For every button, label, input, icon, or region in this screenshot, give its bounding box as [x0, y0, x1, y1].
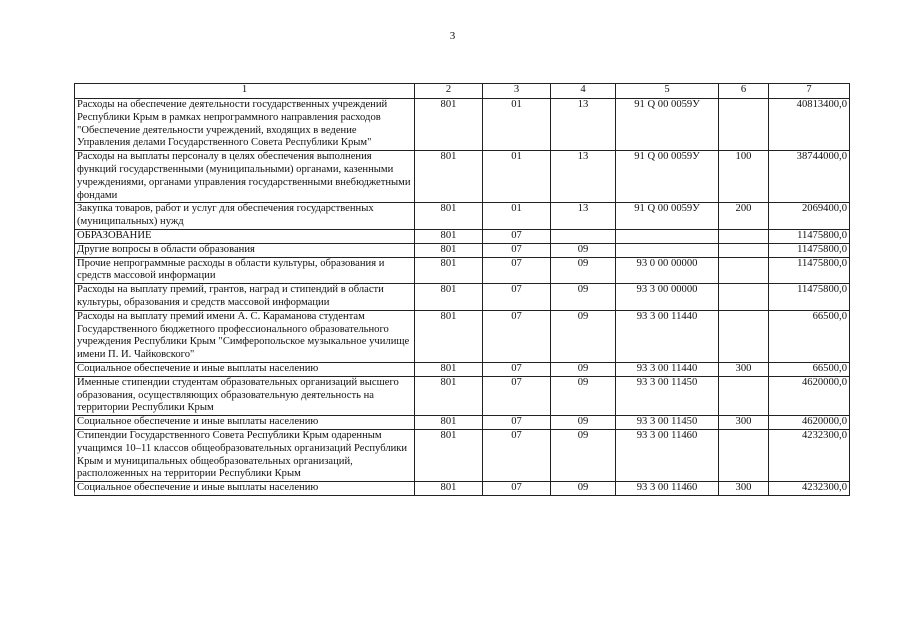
row-expense-type	[719, 376, 769, 415]
row-subsection: 13	[551, 203, 616, 230]
row-subsection: 09	[551, 482, 616, 496]
row-expense-type	[719, 257, 769, 284]
row-section: 01	[483, 203, 551, 230]
row-name: Именные стипендии студентам образовательных организаций высшего образования, осуществляющих образовательную деятельность на территории Республики Крым	[75, 376, 415, 415]
row-target-article: 93 3 00 11460	[616, 429, 719, 481]
row-target-article: 93 3 00 11460	[616, 482, 719, 496]
table-row	[75, 151, 850, 203]
row-amount: 11475800,0	[769, 229, 850, 243]
table-row	[75, 416, 850, 430]
row-amount: 38744000,0	[769, 151, 850, 203]
row-subsection: 09	[551, 376, 616, 415]
row-section: 07	[483, 429, 551, 481]
row-target-article	[616, 229, 719, 243]
table-body	[75, 99, 850, 496]
table-row	[75, 310, 850, 362]
row-name: Социальное обеспечение и иные выплаты населению	[75, 362, 415, 376]
row-name: Социальное обеспечение и иные выплаты населению	[75, 482, 415, 496]
row-target-article: 93 3 00 11440	[616, 310, 719, 362]
row-subsection: 09	[551, 429, 616, 481]
row-amount: 2069400,0	[769, 203, 850, 230]
column-header: 7	[769, 84, 850, 99]
table-row	[75, 229, 850, 243]
row-ministry-code: 801	[415, 151, 483, 203]
table-row	[75, 482, 850, 496]
row-name: Стипендии Государственного Совета Республики Крым одаренным учащимся 10–11 классов общеобразовательных организаций Республики Крым и муниципальных общеобразовательных организаций, расположенных на территории Республики Крым	[75, 429, 415, 481]
row-name: Расходы на выплаты персоналу в целях обеспечения выполнения функций государственными (муниципальными) органами, казенными учреждениями, органами управления государственными внебюджетными фондами	[75, 151, 415, 203]
column-header: 6	[719, 84, 769, 99]
row-ministry-code: 801	[415, 482, 483, 496]
row-expense-type	[719, 284, 769, 311]
row-expense-type	[719, 429, 769, 481]
row-name: Социальное обеспечение и иные выплаты населению	[75, 416, 415, 430]
row-subsection: 09	[551, 284, 616, 311]
row-target-article: 91 Q 00 0059У	[616, 203, 719, 230]
row-section: 07	[483, 416, 551, 430]
header-row	[75, 84, 850, 99]
row-section: 07	[483, 229, 551, 243]
row-amount: 66500,0	[769, 362, 850, 376]
row-target-article: 93 3 00 11450	[616, 376, 719, 415]
row-ministry-code: 801	[415, 257, 483, 284]
row-subsection: 09	[551, 310, 616, 362]
row-section: 07	[483, 376, 551, 415]
column-header: 5	[616, 84, 719, 99]
row-target-article: 91 Q 00 0059У	[616, 151, 719, 203]
row-expense-type: 300	[719, 482, 769, 496]
table-row	[75, 243, 850, 257]
page-number: 3	[449, 30, 456, 42]
row-name: Расходы на обеспечение деятельности государственных учреждений Республики Крым в рамках непрограммного направления расходов "Обеспечение деятельности учреждений, входящих в ведение Управления делами Государственного Совета Республики Крым"	[75, 99, 415, 151]
row-amount: 4620000,0	[769, 416, 850, 430]
row-ministry-code: 801	[415, 99, 483, 151]
row-amount: 4620000,0	[769, 376, 850, 415]
row-section: 01	[483, 99, 551, 151]
row-ministry-code: 801	[415, 284, 483, 311]
table-row	[75, 284, 850, 311]
row-subsection: 09	[551, 362, 616, 376]
row-name: Прочие непрограммные расходы в области культуры, образования и средств массовой информации	[75, 257, 415, 284]
row-expense-type: 100	[719, 151, 769, 203]
row-amount: 11475800,0	[769, 257, 850, 284]
row-expense-type	[719, 243, 769, 257]
row-expense-type: 300	[719, 362, 769, 376]
row-name: Расходы на выплату премий имени А. С. Караманова студентам Государственного бюджетного профессионального образовательного учреждения Республики Крым "Симферопольское музыкальное училище имени П. И. Чайковского"	[75, 310, 415, 362]
row-ministry-code: 801	[415, 429, 483, 481]
row-name: Другие вопросы в области образования	[75, 243, 415, 257]
row-section: 07	[483, 257, 551, 284]
row-target-article: 91 Q 00 0059У	[616, 99, 719, 151]
row-subsection: 13	[551, 99, 616, 151]
row-subsection: 13	[551, 151, 616, 203]
row-amount: 4232300,0	[769, 482, 850, 496]
row-section: 07	[483, 362, 551, 376]
row-expense-type	[719, 229, 769, 243]
row-subsection: 09	[551, 257, 616, 284]
column-header: 4	[551, 84, 616, 99]
budget-table	[74, 83, 850, 496]
row-subsection: 09	[551, 416, 616, 430]
row-ministry-code: 801	[415, 362, 483, 376]
row-expense-type: 300	[719, 416, 769, 430]
row-amount: 4232300,0	[769, 429, 850, 481]
row-name: ОБРАЗОВАНИЕ	[75, 229, 415, 243]
row-section: 07	[483, 284, 551, 311]
table-row	[75, 376, 850, 415]
row-ministry-code: 801	[415, 416, 483, 430]
row-ministry-code: 801	[415, 229, 483, 243]
table-row	[75, 203, 850, 230]
row-expense-type	[719, 99, 769, 151]
row-target-article: 93 0 00 00000	[616, 257, 719, 284]
row-section: 07	[483, 243, 551, 257]
column-header: 3	[483, 84, 551, 99]
column-header: 1	[75, 84, 415, 99]
row-name: Закупка товаров, работ и услуг для обеспечения государственных (муниципальных) нужд	[75, 203, 415, 230]
table-row	[75, 257, 850, 284]
row-name: Расходы на выплату премий, грантов, наград и стипендий в области культуры, образования и средств массовой информации	[75, 284, 415, 311]
row-target-article	[616, 243, 719, 257]
row-ministry-code: 801	[415, 203, 483, 230]
table-row	[75, 362, 850, 376]
row-subsection: 09	[551, 243, 616, 257]
row-target-article: 93 3 00 11440	[616, 362, 719, 376]
row-ministry-code: 801	[415, 310, 483, 362]
row-expense-type	[719, 310, 769, 362]
row-section: 01	[483, 151, 551, 203]
column-header: 2	[415, 84, 483, 99]
row-target-article: 93 3 00 11450	[616, 416, 719, 430]
table-row	[75, 99, 850, 151]
row-ministry-code: 801	[415, 243, 483, 257]
row-ministry-code: 801	[415, 376, 483, 415]
row-section: 07	[483, 482, 551, 496]
row-expense-type: 200	[719, 203, 769, 230]
row-amount: 66500,0	[769, 310, 850, 362]
row-target-article: 93 3 00 00000	[616, 284, 719, 311]
row-amount: 40813400,0	[769, 99, 850, 151]
table-row	[75, 429, 850, 481]
row-amount: 11475800,0	[769, 284, 850, 311]
row-subsection	[551, 229, 616, 243]
row-amount: 11475800,0	[769, 243, 850, 257]
row-section: 07	[483, 310, 551, 362]
